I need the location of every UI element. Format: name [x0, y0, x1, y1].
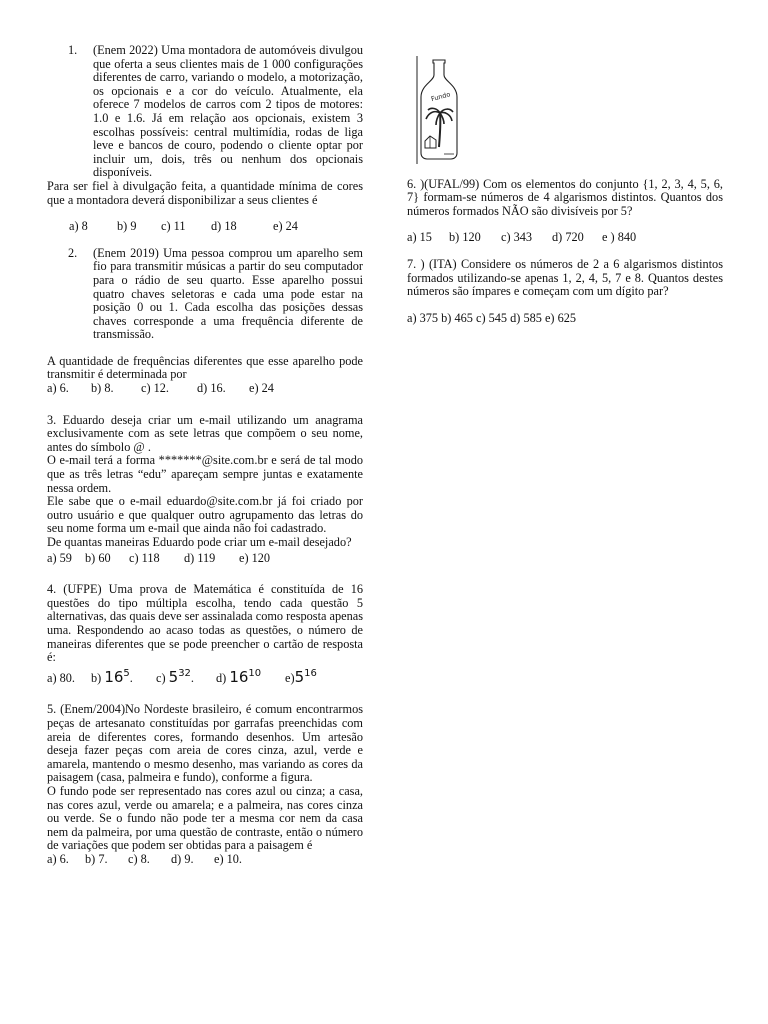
option-a[interactable]: a) 80.: [47, 670, 75, 685]
option-e-exponent: 16: [304, 667, 317, 679]
option-e[interactable]: e) 10.: [214, 851, 242, 866]
bottle-figure: [416, 56, 462, 164]
option-c[interactable]: c) 11: [161, 219, 186, 234]
option-e[interactable]: e ) 840: [602, 230, 637, 245]
option-d-label: d): [216, 670, 227, 685]
option-b-end: .: [129, 670, 133, 685]
option-e[interactable]: [285, 667, 317, 686]
question-7-options: a) 375 b) 465 c) 545 d) 585 e) 625: [407, 310, 577, 325]
option-e-label: e): [285, 670, 295, 685]
question-6-options: [407, 231, 723, 245]
option-d-base: 16: [229, 667, 249, 686]
option-c[interactable]: c) 12.: [141, 381, 169, 396]
question-1-text: [47, 44, 363, 180]
option-a[interactable]: a) 59: [47, 550, 72, 565]
option-c[interactable]: [156, 667, 216, 686]
option-c[interactable]: c) 343: [501, 230, 533, 245]
option-c[interactable]: c) 118: [129, 550, 160, 565]
option-b-exponent: 5: [123, 667, 130, 679]
question-4-text: 4. (UFPE) Uma prova de Matemática é constituída de 16 questões do tipo múltipla escolha, tendo cada questão 5 alternativas, das quais deve ser assinalada como resposta apenas uma. Respondendo ao acaso todas as questões, o número de maneiras diferentes que se pode preencher o cartão de resposta é:: [47, 582, 363, 665]
option-b[interactable]: b) 60: [85, 550, 111, 565]
option-b-base: 16: [104, 667, 124, 686]
option-c-exponent: 32: [178, 667, 191, 679]
option-d[interactable]: d) 119: [184, 550, 216, 565]
option-a[interactable]: a) 8: [69, 219, 88, 234]
option-e[interactable]: e) 24: [249, 381, 274, 396]
option-e[interactable]: e) 120: [239, 550, 271, 565]
option-a[interactable]: a) 15: [407, 230, 432, 245]
option-e-base: 5: [294, 667, 305, 686]
option-b-label: b): [91, 670, 102, 685]
question-2-options: [47, 382, 363, 396]
option-d[interactable]: d) 18: [211, 219, 237, 234]
option-b[interactable]: b) 8.: [91, 381, 114, 396]
question-3-condition: Ele sabe que o e-mail eduardo@site.com.br já foi criado por outro usuário e que qualquer outro agrupamento das letras do seu nome forma um e-mail que ainda não foi cadastrado.: [47, 494, 363, 536]
left-column: [47, 44, 363, 866]
option-d[interactable]: [216, 667, 285, 686]
figure-label: Fundo: [430, 90, 452, 104]
option-b[interactable]: b) 120: [449, 230, 481, 245]
option-c-base: 5: [168, 667, 179, 686]
question-4-options: [47, 667, 363, 686]
option-c-end: .: [190, 670, 194, 685]
option-c-label: c): [156, 670, 166, 685]
question-1-prompt: Para ser fiel à divulgação feita, a quantidade mínima de cores que a montadora deverá disponibilizar a seus clientes é: [47, 178, 363, 207]
option-b[interactable]: b) 7.: [85, 851, 108, 866]
option-a[interactable]: a) 6.: [47, 851, 69, 866]
question-3-options: [47, 552, 363, 566]
option-d-exponent: 10: [248, 667, 262, 679]
question-6-text: 6. )(UFAL/99) Com os elementos do conjunto {1, 2, 3, 4, 5, 6, 7} formam-se números de 4 algarismos distintos. Quantos dos números formados NÃO são divisíveis por 5?: [407, 176, 723, 218]
question-1-statement: (Enem 2022) Uma montadora de automóveis divulgou que oferta a seus clientes mais de 1 000 configurações diferentes de carro, variando o modelo, a motorização, os opcionais e a cor do veículo. Atualmente, ela oferece 7 modelos de carros com 2 tipos de motores: 1.0 e 1.6. Já em relação aos opcionais, existem 3 escolhas possíveis: central multimídia, rodas de liga leve e bancos de couro, podendo o cliente optar por incluir um, dois, três ou nenhum dos opcionais disponíveis.: [93, 43, 363, 180]
option-a[interactable]: a) 6.: [47, 381, 69, 396]
question-5-prompt: O fundo pode ser representado nas cores azul ou cinza; a casa, nas cores azul, verde ou amarela; e a palmeira, nas cores cinza ou verde. Se o fundo não pode ter a mesma cor nem da casa nem da palmeira, por uma questão de contraste, então o número de variações que podem ser obtidas para a paisagem é: [47, 783, 363, 853]
right-column: [407, 56, 723, 325]
option-d[interactable]: d) 9.: [171, 851, 194, 866]
option-d[interactable]: d) 16.: [197, 381, 226, 396]
question-2-text: [47, 247, 363, 342]
option-d-math: [229, 667, 261, 685]
option-e-math: [295, 667, 317, 685]
question-7-text: 7. ) (ITA) Considere os números de 2 a 6 algarismos distintos formados utilizando-se apenas 1, 2, 4, 5, 7 e 8. Quantos destes números são ímpares e começam com um dígito par?: [407, 256, 723, 299]
option-b-math: [104, 667, 129, 685]
question-5-options: [47, 853, 363, 867]
question-2-number: 2.: [68, 245, 78, 260]
option-c[interactable]: c) 8.: [128, 851, 150, 866]
question-3-format: O e-mail terá a forma *******@site.com.br e será de tal modo que as três letras “edu” apareçam sempre juntas e exatamente nessa ordem.: [47, 453, 363, 495]
question-3-prompt: De quantas maneiras Eduardo pode criar um e-mail desejado?: [47, 535, 352, 549]
question-1-options: [47, 220, 363, 234]
option-b[interactable]: [91, 667, 156, 686]
question-1-number: 1.: [68, 43, 78, 57]
option-e[interactable]: e) 24: [273, 219, 298, 234]
option-c-math: [169, 667, 191, 685]
question-2-prompt: A quantidade de frequências diferentes que esse aparelho pode transmitir é determinada por: [47, 353, 363, 382]
question-2-statement: (Enem 2019) Uma pessoa comprou um aparelho sem fio para transmitir músicas a partir do seu computador para o rádio de seu quarto. Esse aparelho possui quatro chaves seletoras e cada uma pode estar na posição 0 ou 1. Cada escolha das posições dessas chaves corresponde a uma frequência diferente de transmissão.: [93, 245, 363, 342]
option-d[interactable]: d) 720: [552, 230, 584, 245]
question-3-intro: 3. Eduardo deseja criar um e-mail utilizando um anagrama exclusivamente com as sete letras que compõem o seu nome, antes do símbolo @ .: [47, 412, 363, 454]
option-b[interactable]: b) 9: [117, 219, 137, 234]
question-5-intro: 5. (Enem/2004)No Nordeste brasileiro, é comum encontrarmos peças de artesanato constituídas por garrafas preenchidas com areia de diferentes cores, formando desenhos. Um artesão deseja fazer peças com areia de cores cinza, azul, verde e amarela, mantendo o mesmo desenho, mas variando as cores da paisagem (casa, palmeira e fundo), conforme a figura.: [47, 702, 363, 785]
